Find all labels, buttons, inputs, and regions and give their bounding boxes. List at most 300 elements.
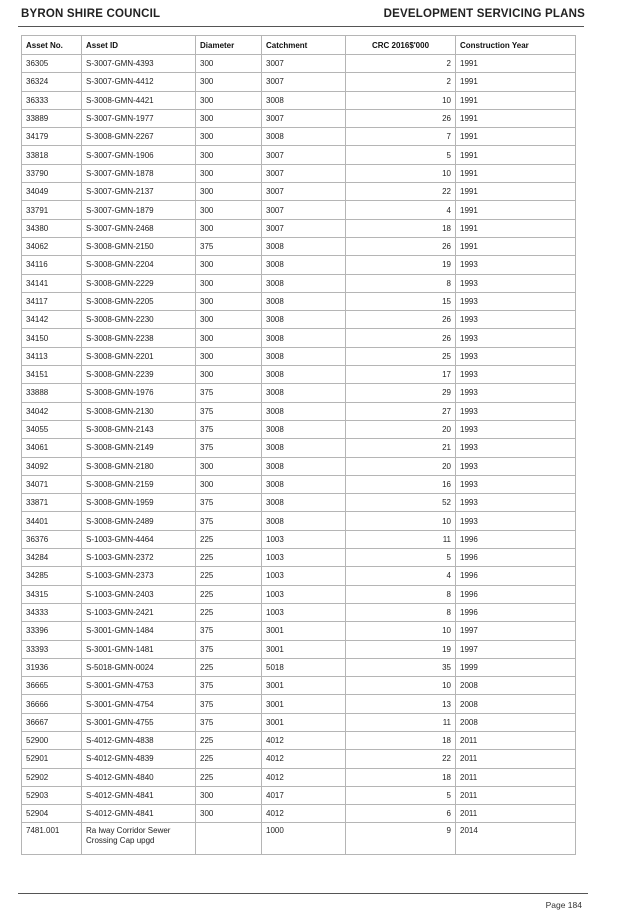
table-row	[22, 311, 576, 329]
table-row	[22, 219, 576, 237]
cell-crc: 13	[346, 695, 456, 713]
cell-asset-id: S-3007-GMN-1906	[82, 146, 196, 164]
cell-catchment: 3008	[262, 420, 346, 438]
cell-asset-no: 36324	[22, 73, 82, 91]
cell-asset-no: 52901	[22, 750, 82, 768]
footer-rule	[18, 893, 588, 894]
cell-construction-year: 2014	[456, 823, 576, 855]
table-row	[22, 201, 576, 219]
cell-catchment: 3008	[262, 439, 346, 457]
cell-asset-id: S-3008-GMN-2201	[82, 347, 196, 365]
table-row	[22, 640, 576, 658]
cell-catchment: 3001	[262, 713, 346, 731]
cell-asset-id: S-3007-GMN-1977	[82, 109, 196, 127]
cell-asset-no: 36305	[22, 55, 82, 73]
cell-diameter: 225	[196, 530, 262, 548]
cell-diameter: 375	[196, 640, 262, 658]
table-row	[22, 128, 576, 146]
cell-asset-no: 33818	[22, 146, 82, 164]
table-row	[22, 366, 576, 384]
table-row	[22, 823, 576, 855]
cell-diameter: 375	[196, 439, 262, 457]
table-row	[22, 658, 576, 676]
cell-catchment: 4017	[262, 786, 346, 804]
cell-diameter	[196, 823, 262, 855]
cell-asset-id: S-1003-GMN-2403	[82, 585, 196, 603]
cell-diameter: 300	[196, 146, 262, 164]
cell-construction-year: 2011	[456, 731, 576, 749]
cell-asset-no: 36333	[22, 91, 82, 109]
cell-construction-year: 1991	[456, 219, 576, 237]
table-row	[22, 713, 576, 731]
cell-diameter: 300	[196, 475, 262, 493]
table-row	[22, 274, 576, 292]
cell-asset-no: 34092	[22, 457, 82, 475]
cell-asset-no: 34315	[22, 585, 82, 603]
header-rule	[18, 26, 584, 27]
cell-asset-id: S-3008-GMN-2159	[82, 475, 196, 493]
cell-construction-year: 2011	[456, 768, 576, 786]
asset-table-body	[22, 55, 576, 855]
asset-table	[21, 35, 576, 855]
cell-catchment: 3008	[262, 91, 346, 109]
table-row	[22, 439, 576, 457]
cell-crc: 18	[346, 219, 456, 237]
cell-diameter: 300	[196, 274, 262, 292]
table-row	[22, 237, 576, 255]
cell-asset-no: 33889	[22, 109, 82, 127]
cell-asset-id: S-3008-GMN-2143	[82, 420, 196, 438]
cell-construction-year: 1991	[456, 91, 576, 109]
cell-diameter: 375	[196, 622, 262, 640]
cell-construction-year: 1996	[456, 603, 576, 621]
table-row	[22, 420, 576, 438]
cell-catchment: 3007	[262, 183, 346, 201]
cell-catchment: 1003	[262, 603, 346, 621]
table-row	[22, 183, 576, 201]
cell-diameter: 375	[196, 512, 262, 530]
cell-diameter: 300	[196, 201, 262, 219]
table-row	[22, 347, 576, 365]
cell-catchment: 3007	[262, 55, 346, 73]
table-row	[22, 256, 576, 274]
cell-construction-year: 1991	[456, 183, 576, 201]
cell-crc: 17	[346, 366, 456, 384]
cell-crc: 20	[346, 420, 456, 438]
cell-asset-id: S-3008-GMN-2489	[82, 512, 196, 530]
cell-asset-no: 52900	[22, 731, 82, 749]
cell-catchment: 3008	[262, 457, 346, 475]
cell-asset-id: S-3008-GMN-2238	[82, 329, 196, 347]
cell-construction-year: 1996	[456, 530, 576, 548]
cell-catchment: 3007	[262, 164, 346, 182]
cell-construction-year: 1999	[456, 658, 576, 676]
cell-crc: 10	[346, 622, 456, 640]
table-row	[22, 622, 576, 640]
cell-asset-id: S-3007-GMN-2137	[82, 183, 196, 201]
cell-catchment: 4012	[262, 805, 346, 823]
cell-construction-year: 2008	[456, 677, 576, 695]
cell-construction-year: 1997	[456, 640, 576, 658]
cell-diameter: 225	[196, 658, 262, 676]
cell-construction-year: 1991	[456, 164, 576, 182]
cell-asset-no: 34401	[22, 512, 82, 530]
cell-diameter: 375	[196, 695, 262, 713]
table-row	[22, 91, 576, 109]
cell-construction-year: 1993	[456, 457, 576, 475]
cell-asset-no: 34151	[22, 366, 82, 384]
cell-construction-year: 1993	[456, 366, 576, 384]
table-row	[22, 530, 576, 548]
cell-asset-no: 36667	[22, 713, 82, 731]
col-crc: CRC 2016$'000	[346, 36, 456, 55]
cell-catchment: 4012	[262, 768, 346, 786]
cell-asset-no: 33871	[22, 494, 82, 512]
cell-construction-year: 1997	[456, 622, 576, 640]
cell-crc: 10	[346, 677, 456, 695]
cell-construction-year: 1993	[456, 329, 576, 347]
cell-construction-year: 2011	[456, 805, 576, 823]
cell-crc: 18	[346, 768, 456, 786]
cell-asset-id: S-3001-GMN-1484	[82, 622, 196, 640]
cell-diameter: 300	[196, 805, 262, 823]
cell-construction-year: 1991	[456, 109, 576, 127]
cell-construction-year: 2008	[456, 713, 576, 731]
table-row	[22, 55, 576, 73]
cell-diameter: 225	[196, 750, 262, 768]
cell-construction-year: 1991	[456, 146, 576, 164]
cell-asset-no: 33396	[22, 622, 82, 640]
cell-asset-id: S-4012-GMN-4840	[82, 768, 196, 786]
cell-crc: 5	[346, 146, 456, 164]
cell-construction-year: 1993	[456, 311, 576, 329]
cell-crc: 52	[346, 494, 456, 512]
cell-asset-id: S-3007-GMN-1878	[82, 164, 196, 182]
cell-diameter: 225	[196, 567, 262, 585]
cell-catchment: 3008	[262, 366, 346, 384]
cell-asset-id: S-3008-GMN-2130	[82, 402, 196, 420]
cell-crc: 5	[346, 786, 456, 804]
cell-catchment: 3008	[262, 274, 346, 292]
cell-asset-no: 34141	[22, 274, 82, 292]
cell-catchment: 3008	[262, 237, 346, 255]
cell-asset-no: 33888	[22, 384, 82, 402]
cell-catchment: 3001	[262, 640, 346, 658]
cell-diameter: 300	[196, 311, 262, 329]
cell-catchment: 4012	[262, 750, 346, 768]
cell-crc: 16	[346, 475, 456, 493]
cell-crc: 8	[346, 585, 456, 603]
cell-diameter: 375	[196, 402, 262, 420]
cell-construction-year: 1993	[456, 274, 576, 292]
cell-asset-no: 31936	[22, 658, 82, 676]
cell-catchment: 3008	[262, 347, 346, 365]
cell-asset-id: S-4012-GMN-4841	[82, 805, 196, 823]
cell-asset-id: S-3008-GMN-2229	[82, 274, 196, 292]
table-row	[22, 768, 576, 786]
cell-catchment: 3008	[262, 384, 346, 402]
cell-diameter: 300	[196, 256, 262, 274]
cell-crc: 8	[346, 274, 456, 292]
cell-diameter: 225	[196, 731, 262, 749]
cell-asset-id: S-1003-GMN-2421	[82, 603, 196, 621]
cell-asset-no: 34042	[22, 402, 82, 420]
cell-crc: 35	[346, 658, 456, 676]
cell-construction-year: 1993	[456, 256, 576, 274]
cell-diameter: 225	[196, 549, 262, 567]
table-row	[22, 567, 576, 585]
cell-crc: 26	[346, 311, 456, 329]
cell-asset-id: S-3008-GMN-1959	[82, 494, 196, 512]
cell-crc: 26	[346, 237, 456, 255]
cell-construction-year: 1993	[456, 292, 576, 310]
cell-asset-id: S-4012-GMN-4838	[82, 731, 196, 749]
cell-asset-id: S-3008-GMN-2230	[82, 311, 196, 329]
cell-construction-year: 1993	[456, 494, 576, 512]
cell-asset-id: S-1003-GMN-4464	[82, 530, 196, 548]
cell-catchment: 1003	[262, 567, 346, 585]
table-row	[22, 603, 576, 621]
cell-catchment: 1003	[262, 585, 346, 603]
cell-crc: 9	[346, 823, 456, 855]
table-row	[22, 475, 576, 493]
table-row	[22, 384, 576, 402]
cell-construction-year: 1991	[456, 128, 576, 146]
col-diameter: Diameter	[196, 36, 262, 55]
cell-asset-no: 36665	[22, 677, 82, 695]
cell-catchment: 3001	[262, 622, 346, 640]
cell-construction-year: 1993	[456, 347, 576, 365]
cell-asset-id: S-3007-GMN-4412	[82, 73, 196, 91]
cell-asset-no: 34142	[22, 311, 82, 329]
table-row	[22, 695, 576, 713]
table-row	[22, 585, 576, 603]
cell-asset-id: S-3007-GMN-2468	[82, 219, 196, 237]
cell-catchment: 4012	[262, 731, 346, 749]
cell-asset-id: S-3001-GMN-1481	[82, 640, 196, 658]
cell-catchment: 3008	[262, 256, 346, 274]
cell-asset-no: 34113	[22, 347, 82, 365]
table-row	[22, 164, 576, 182]
cell-asset-id: S-1003-GMN-2373	[82, 567, 196, 585]
cell-asset-no: 34116	[22, 256, 82, 274]
cell-asset-no: 34117	[22, 292, 82, 310]
table-row	[22, 73, 576, 91]
cell-asset-no: 36376	[22, 530, 82, 548]
cell-construction-year: 1993	[456, 512, 576, 530]
table-row	[22, 329, 576, 347]
cell-asset-no: 34049	[22, 183, 82, 201]
cell-construction-year: 2008	[456, 695, 576, 713]
cell-diameter: 300	[196, 164, 262, 182]
cell-asset-id: S-3008-GMN-2239	[82, 366, 196, 384]
table-row	[22, 805, 576, 823]
table-row	[22, 786, 576, 804]
table-row	[22, 512, 576, 530]
cell-diameter: 300	[196, 786, 262, 804]
table-row	[22, 109, 576, 127]
cell-catchment: 3001	[262, 677, 346, 695]
cell-asset-id: S-3008-GMN-4421	[82, 91, 196, 109]
cell-asset-no: 34284	[22, 549, 82, 567]
cell-crc: 4	[346, 201, 456, 219]
table-row	[22, 677, 576, 695]
cell-asset-no: 52902	[22, 768, 82, 786]
cell-asset-id: S-3008-GMN-2204	[82, 256, 196, 274]
cell-construction-year: 1996	[456, 567, 576, 585]
cell-diameter: 375	[196, 237, 262, 255]
cell-asset-no: 52903	[22, 786, 82, 804]
cell-catchment: 1003	[262, 530, 346, 548]
cell-crc: 19	[346, 256, 456, 274]
table-row	[22, 731, 576, 749]
cell-diameter: 300	[196, 55, 262, 73]
cell-construction-year: 1991	[456, 55, 576, 73]
cell-asset-no: 33791	[22, 201, 82, 219]
cell-construction-year: 1996	[456, 585, 576, 603]
cell-construction-year: 1993	[456, 384, 576, 402]
cell-diameter: 225	[196, 603, 262, 621]
cell-crc: 20	[346, 457, 456, 475]
table-row	[22, 494, 576, 512]
cell-crc: 11	[346, 713, 456, 731]
cell-asset-no: 52904	[22, 805, 82, 823]
cell-catchment: 3008	[262, 311, 346, 329]
cell-catchment: 3007	[262, 73, 346, 91]
cell-catchment: 3008	[262, 512, 346, 530]
cell-crc: 29	[346, 384, 456, 402]
cell-catchment: 3008	[262, 329, 346, 347]
cell-asset-id: S-4012-GMN-4839	[82, 750, 196, 768]
council-name: BYRON SHIRE COUNCIL	[21, 8, 161, 20]
cell-construction-year: 1993	[456, 420, 576, 438]
cell-crc: 6	[346, 805, 456, 823]
cell-asset-id: S-3008-GMN-2267	[82, 128, 196, 146]
cell-catchment: 5018	[262, 658, 346, 676]
cell-asset-no: 34062	[22, 237, 82, 255]
cell-crc: 15	[346, 292, 456, 310]
cell-diameter: 300	[196, 329, 262, 347]
cell-crc: 8	[346, 603, 456, 621]
cell-diameter: 225	[196, 768, 262, 786]
cell-asset-id: Ra lway Corridor Sewer Crossing Cap upgd	[82, 823, 196, 855]
cell-diameter: 225	[196, 585, 262, 603]
page-number: Page 184	[545, 900, 582, 910]
cell-crc: 22	[346, 750, 456, 768]
cell-catchment: 3008	[262, 475, 346, 493]
cell-catchment: 3007	[262, 109, 346, 127]
cell-crc: 10	[346, 91, 456, 109]
cell-crc: 21	[346, 439, 456, 457]
cell-diameter: 300	[196, 109, 262, 127]
cell-asset-id: S-3001-GMN-4755	[82, 713, 196, 731]
cell-crc: 22	[346, 183, 456, 201]
cell-asset-id: S-3001-GMN-4754	[82, 695, 196, 713]
cell-asset-no: 34150	[22, 329, 82, 347]
cell-construction-year: 1993	[456, 475, 576, 493]
cell-diameter: 375	[196, 494, 262, 512]
cell-construction-year: 1991	[456, 201, 576, 219]
cell-asset-id: S-3007-GMN-1879	[82, 201, 196, 219]
cell-construction-year: 1993	[456, 402, 576, 420]
cell-catchment: 3008	[262, 128, 346, 146]
cell-asset-id: S-3007-GMN-4393	[82, 55, 196, 73]
cell-catchment: 3001	[262, 695, 346, 713]
cell-catchment: 3007	[262, 219, 346, 237]
cell-catchment: 1000	[262, 823, 346, 855]
cell-crc: 26	[346, 329, 456, 347]
cell-construction-year: 1991	[456, 237, 576, 255]
cell-construction-year: 1993	[456, 439, 576, 457]
table-row	[22, 750, 576, 768]
cell-diameter: 375	[196, 713, 262, 731]
table-row	[22, 402, 576, 420]
cell-diameter: 300	[196, 91, 262, 109]
cell-asset-id: S-3008-GMN-2150	[82, 237, 196, 255]
cell-crc: 7	[346, 128, 456, 146]
cell-diameter: 300	[196, 457, 262, 475]
cell-crc: 5	[346, 549, 456, 567]
cell-diameter: 300	[196, 219, 262, 237]
cell-catchment: 3008	[262, 494, 346, 512]
table-row	[22, 292, 576, 310]
cell-asset-no: 34333	[22, 603, 82, 621]
cell-diameter: 375	[196, 420, 262, 438]
cell-asset-no: 34061	[22, 439, 82, 457]
cell-asset-no: 34071	[22, 475, 82, 493]
cell-diameter: 300	[196, 128, 262, 146]
cell-catchment: 3008	[262, 402, 346, 420]
cell-crc: 19	[346, 640, 456, 658]
cell-catchment: 3007	[262, 146, 346, 164]
cell-diameter: 300	[196, 292, 262, 310]
cell-crc: 25	[346, 347, 456, 365]
cell-crc: 26	[346, 109, 456, 127]
cell-catchment: 3007	[262, 201, 346, 219]
cell-crc: 10	[346, 164, 456, 182]
cell-crc: 27	[346, 402, 456, 420]
cell-asset-no: 34179	[22, 128, 82, 146]
cell-diameter: 300	[196, 347, 262, 365]
col-asset-no: Asset No.	[22, 36, 82, 55]
col-catchment: Catchment	[262, 36, 346, 55]
cell-construction-year: 2011	[456, 786, 576, 804]
cell-diameter: 300	[196, 73, 262, 91]
cell-diameter: 300	[196, 183, 262, 201]
cell-crc: 2	[346, 73, 456, 91]
document-title: DEVELOPMENT SERVICING PLANS	[383, 8, 585, 20]
cell-asset-id: S-3008-GMN-2149	[82, 439, 196, 457]
col-construction-year: Construction Year	[456, 36, 576, 55]
col-asset-id: Asset ID	[82, 36, 196, 55]
cell-asset-no: 7481.001	[22, 823, 82, 855]
table-row	[22, 457, 576, 475]
cell-diameter: 375	[196, 384, 262, 402]
table-header-row	[22, 36, 576, 55]
cell-asset-id: S-3008-GMN-2180	[82, 457, 196, 475]
cell-construction-year: 1996	[456, 549, 576, 567]
cell-construction-year: 1991	[456, 73, 576, 91]
cell-catchment: 3008	[262, 292, 346, 310]
cell-crc: 11	[346, 530, 456, 548]
cell-asset-no: 36666	[22, 695, 82, 713]
cell-asset-no: 34380	[22, 219, 82, 237]
cell-construction-year: 2011	[456, 750, 576, 768]
cell-catchment: 1003	[262, 549, 346, 567]
cell-diameter: 300	[196, 366, 262, 384]
cell-asset-id: S-3001-GMN-4753	[82, 677, 196, 695]
cell-asset-no: 33393	[22, 640, 82, 658]
